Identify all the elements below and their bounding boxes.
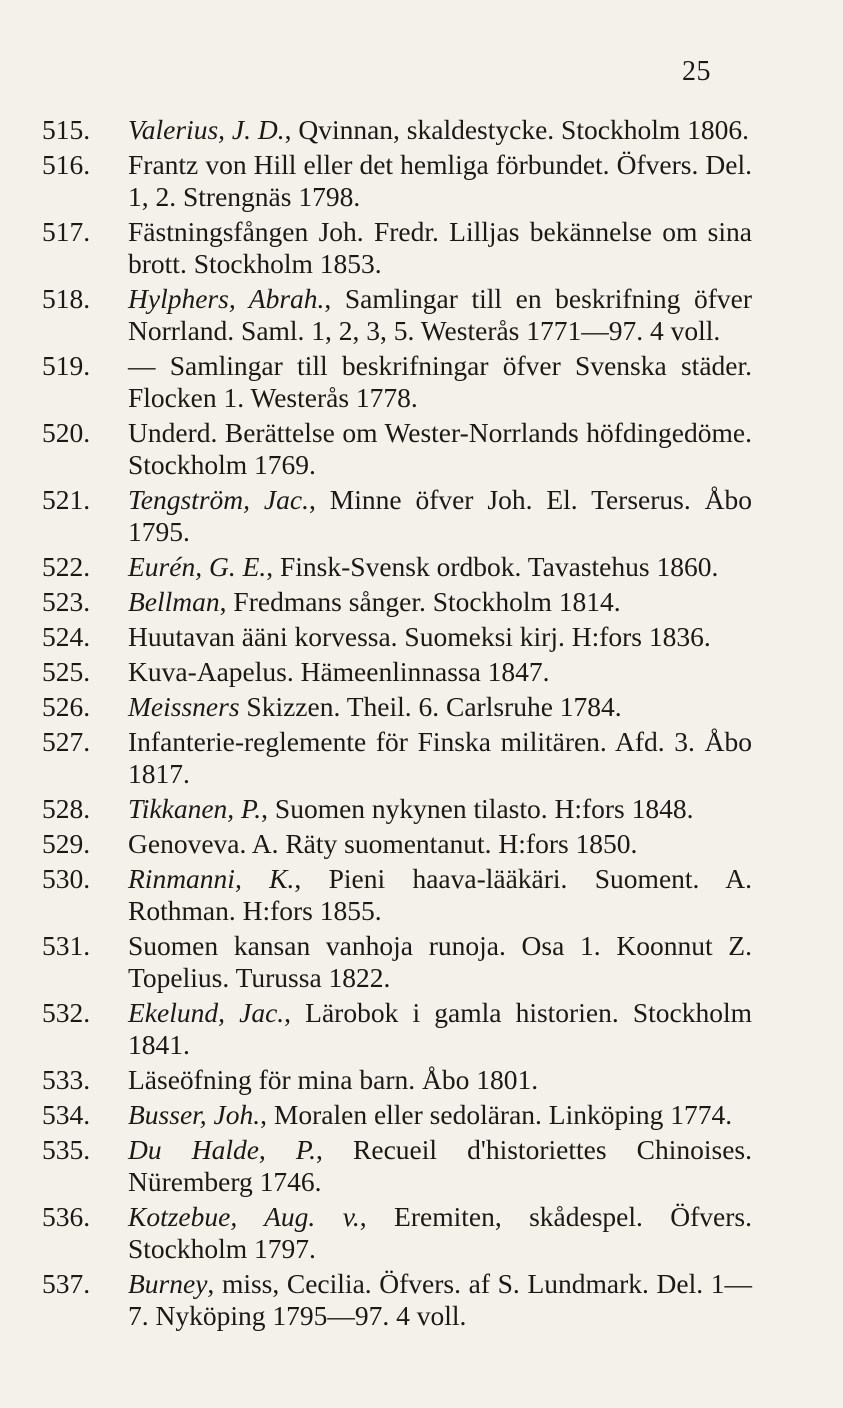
entry-description: Fästningsfången Joh. Fredr. Lilljas bekännelse om sina brott. Stockholm 1853.: [128, 216, 752, 279]
entry-description: , Moralen eller sedoläran. Linköping 1774.: [260, 1099, 733, 1130]
entry-number: 523.: [42, 586, 91, 617]
entry-author: Tikkanen, P.: [128, 793, 262, 824]
entry-text: [128, 484, 752, 548]
entry-number: 528.: [42, 793, 91, 824]
entry-number: 518.: [42, 283, 91, 314]
bibliography-entry-536: [42, 1201, 752, 1265]
bibliography-entry-525: [42, 656, 752, 688]
bibliography-entry-515: [42, 114, 752, 146]
entry-text: [128, 1268, 752, 1332]
entry-author: Kotzebue, Aug. v.: [128, 1201, 360, 1232]
entry-description: Frantz von Hill eller det hemliga förbundet. Öfvers. Del. 1, 2. Strengnäs 1798.: [128, 149, 752, 212]
entry-description: — Samlingar till beskrifningar öfver Svenska städer. Flocken 1. Westerås 1778.: [128, 350, 752, 413]
entry-number: 516.: [42, 149, 91, 180]
entry-number: 527.: [42, 726, 91, 757]
bibliography-entry-535: [42, 1134, 752, 1198]
entry-number: 531.: [42, 930, 91, 961]
entry-text: [128, 149, 752, 213]
entry-description: , Minne öfver Joh. El. Terserus. Åbo 1795.: [128, 484, 752, 547]
entry-description: , Fredmans sånger. Stockholm 1814.: [219, 586, 621, 617]
entry-description: Huutavan ääni korvessa. Suomeksi kirj. H:fors 1836.: [128, 621, 711, 652]
bibliography-entry-529: [42, 828, 752, 860]
entry-number: 522.: [42, 551, 91, 582]
entry-number: 535.: [42, 1134, 91, 1165]
bibliography-entry-528: [42, 793, 752, 825]
entry-number: 526.: [42, 691, 91, 722]
entry-text: [128, 1099, 752, 1131]
entry-author: Burney: [128, 1268, 208, 1299]
entry-description: , Eremiten, skådespel. Öfvers. Stockholm 1797.: [128, 1201, 752, 1264]
entry-number: 536.: [42, 1201, 91, 1232]
bibliography-entry-533: [42, 1064, 752, 1096]
entry-number: 521.: [42, 484, 91, 515]
entry-number: 525.: [42, 656, 91, 687]
entry-author: Ekelund, Jac.: [128, 997, 285, 1028]
entry-number: 534.: [42, 1099, 91, 1130]
entry-description: Skizzen. Theil. 6. Carlsruhe 1784.: [239, 691, 622, 722]
entry-number: 529.: [42, 828, 91, 859]
entry-author: Du Halde, P.: [128, 1134, 317, 1165]
bibliography-entry-527: [42, 726, 752, 790]
entry-description: , Suomen nykynen tilasto. H:fors 1848.: [261, 793, 694, 824]
entry-text: [128, 216, 752, 280]
entry-number: 532.: [42, 997, 91, 1028]
entry-text: [128, 350, 752, 414]
entry-text: [128, 586, 752, 618]
entry-text: [128, 417, 752, 481]
entry-description: Läseöfning för mina barn. Åbo 1801.: [128, 1064, 539, 1095]
entry-text: [128, 691, 752, 723]
bibliography-entry-521: [42, 484, 752, 548]
bibliography-entry-524: [42, 621, 752, 653]
entry-author: Meissners: [128, 691, 240, 722]
bibliography-entry-530: [42, 863, 752, 927]
entry-description: Infanterie-reglemente för Finska militären. Afd. 3. Åbo 1817.: [128, 726, 752, 789]
bibliography-entry-537: [42, 1268, 752, 1332]
entry-author: Hylphers, Abrah.: [128, 283, 325, 314]
entry-text: [128, 656, 752, 688]
bibliography-entry-532: [42, 997, 752, 1061]
entry-description: , Pieni haava-lääkäri. Suoment. A. Rothman. H:fors 1855.: [128, 863, 752, 926]
entry-text: [128, 114, 752, 146]
entry-text: [128, 551, 752, 583]
entry-description: Suomen kansan vanhoja runoja. Osa 1. Koonnut Z. Topelius. Turussa 1822.: [128, 930, 752, 993]
bibliography-entry-522: [42, 551, 752, 583]
entry-number: 533.: [42, 1064, 91, 1095]
bibliography-entry-534: [42, 1099, 752, 1131]
entry-text: [128, 621, 752, 653]
entry-number: 530.: [42, 863, 91, 894]
entry-author: Tengström, Jac.: [128, 484, 309, 515]
entry-text: [128, 1134, 752, 1198]
entry-description: Genoveva. A. Räty suomentanut. H:fors 1850.: [128, 828, 638, 859]
entry-text: [128, 283, 752, 347]
entry-text: [128, 726, 752, 790]
entry-description: , Samlingar till en beskrifning öfver Norrland. Saml. 1, 2, 3, 5. Westerås 1771—97. 4 voll.: [128, 283, 752, 346]
entry-description: , Recueil d'historiettes Chinoises. Nüremberg 1746.: [128, 1134, 752, 1197]
bibliography-entry-520: [42, 417, 752, 481]
entry-number: 524.: [42, 621, 91, 652]
entry-number: 537.: [42, 1268, 91, 1299]
entry-description: Kuva-Aapelus. Hämeenlinnassa 1847.: [128, 656, 550, 687]
entry-description: , miss, Cecilia. Öfvers. af S. Lundmark. Del. 1—7. Nyköping 1795—97. 4 voll.: [128, 1268, 752, 1331]
bibliography-entry-519: [42, 350, 752, 414]
entry-text: [128, 930, 752, 994]
entry-number: 520.: [42, 417, 91, 448]
entry-text: [128, 997, 752, 1061]
entry-author: Rinmanni, K.: [128, 863, 295, 894]
entry-author: Eurén, G. E.: [128, 551, 267, 582]
entry-text: [128, 828, 752, 860]
entry-number: 515.: [42, 114, 91, 145]
entry-author: Bellman: [128, 586, 220, 617]
bibliography-entry-526: [42, 691, 752, 723]
bibliography-entry-531: [42, 930, 752, 994]
bibliography-entry-518: [42, 283, 752, 347]
entry-text: [128, 863, 752, 927]
bibliography-list: [42, 114, 752, 1335]
entry-author: Busser, Joh.: [128, 1099, 261, 1130]
bibliography-entry-517: [42, 216, 752, 280]
page-number: 25: [682, 56, 711, 87]
entry-text: [128, 1201, 752, 1265]
entry-number: 519.: [42, 350, 91, 381]
entry-text: [128, 1064, 752, 1096]
entry-number: 517.: [42, 216, 91, 247]
bibliography-entry-516: [42, 149, 752, 213]
entry-description: Underd. Berättelse om Wester-Norrlands höfdingedöme. Stockholm 1769.: [128, 417, 752, 480]
bibliography-entry-523: [42, 586, 752, 618]
entry-description: , Lärobok i gamla historien. Stockholm 1841.: [128, 997, 752, 1060]
entry-description: , Finsk-Svensk ordbok. Tavastehus 1860.: [266, 551, 719, 582]
entry-text: [128, 793, 752, 825]
entry-author: Valerius, J. D.: [128, 114, 285, 145]
entry-description: , Qvinnan, skaldestycke. Stockholm 1806.: [284, 114, 749, 145]
